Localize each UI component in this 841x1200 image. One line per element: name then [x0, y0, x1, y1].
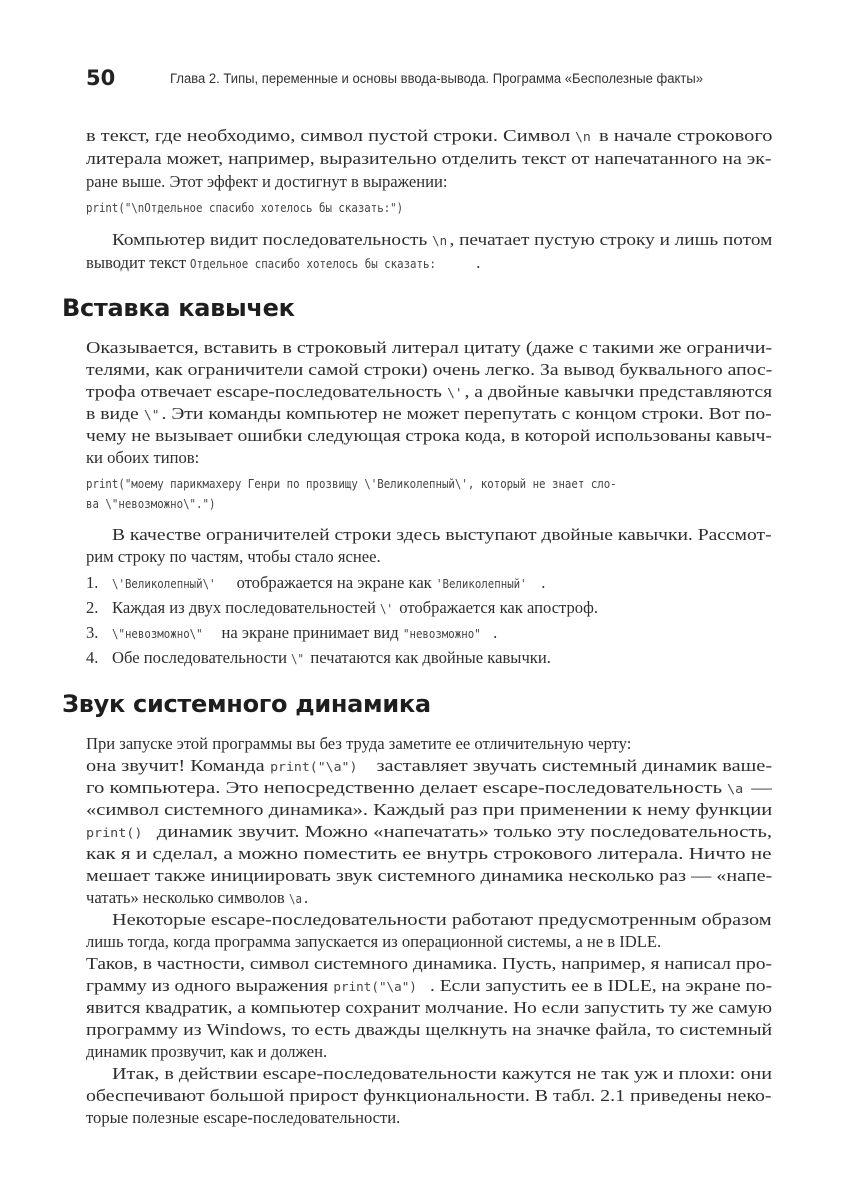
body-line: как я и сделал, а можно поместить ее внутрь строкового литерала. Ничто не	[86, 844, 772, 863]
inline-code: print("\a")	[332, 979, 417, 994]
inline-code: \"невозможно\"	[112, 626, 203, 641]
body-line: телями, как ограничители самой строки) очень легко. За вывод буквального апос-	[86, 360, 773, 379]
inline-code: 'Великолепный'	[435, 576, 527, 591]
body-line: Таков, в частности, символ системного динамика. Пусть, например, я написал про-	[86, 954, 772, 973]
text: . Эти команды компьютер не может перепутать с концом строки. Вот по-	[161, 404, 772, 423]
inline-code: "невозможно"	[402, 626, 481, 641]
inline-code: \a	[727, 781, 744, 796]
body-line: лишь тогда, когда программа запускается из операционной системы, а не в IDLE.	[86, 932, 662, 951]
body-line: торые полезные escape-последовательности.	[86, 1108, 401, 1127]
text: —	[746, 778, 773, 797]
body-line	[86, 125, 772, 148]
text: .	[541, 573, 546, 592]
text: отображается на экране как	[232, 573, 436, 592]
body-line: чему не вызывает ошибки следующая строка кода, в которой использованы кавыч-	[86, 426, 772, 445]
page-number: 50	[86, 66, 116, 90]
text: , а двойные кавычки представляются	[464, 382, 773, 401]
text: .	[303, 888, 309, 907]
body-line: ране выше. Этот эффект и достигнут в выражении:	[86, 172, 448, 191]
body-line: Некоторые escape-последовательности работают предусмотренным образом	[112, 910, 772, 929]
body-line: При запуске этой программы вы без труда заметите ее отличительную черту:	[86, 734, 632, 753]
inline-code: \n	[432, 233, 448, 248]
body-line	[86, 755, 772, 778]
text: в начале строкового	[593, 126, 773, 145]
inline-code: Отдельное спасибо хотелось бы сказать:	[190, 256, 437, 271]
text: .	[493, 623, 498, 642]
body-line: мешает также инициировать звук системного динамика несколько раз — «напе-	[86, 866, 773, 885]
body-line	[86, 252, 480, 275]
list-number: 3.	[86, 623, 99, 642]
text: она звучит! Команда	[86, 756, 270, 775]
body-line: рим строку по частям, чтобы стало яснее.	[86, 547, 381, 566]
body-line: В качестве ограничителей строки здесь выступают двойные кавычки. Рассмот-	[112, 525, 772, 544]
text: в виде	[86, 404, 144, 423]
running-head: Глава 2. Типы, переменные и основы ввода-вывода. Программа «Бесполезные факты»	[170, 71, 703, 87]
section-heading: Вставка кавычек	[62, 294, 295, 322]
body-line: «символ системного динамика». Каждый раз при применении к нему функции	[86, 800, 773, 819]
text: динамик звучит. Можно «напечатать» только эту последовательность,	[151, 822, 773, 841]
inline-code: \"	[291, 651, 305, 666]
body-line	[86, 777, 772, 800]
body-line: обеспечивают большой прирост функциональности. В табл. 2.1 приведены неко-	[86, 1086, 772, 1105]
code-line: print("моему парикмахеру Генри по прозвищу \'Великолепный\', который не знает сло-	[86, 476, 617, 491]
text: го компьютера. Это непосредственно делает escape-последовательность	[86, 778, 728, 797]
code-line: ва \"невозможно\".")	[86, 496, 216, 511]
body-line: явится квадратик, а компьютер сохранит молчание. Но если запустить ту же самую	[86, 998, 773, 1017]
text: чатать» несколько символов	[86, 888, 289, 907]
body-line: Итак, в действии escape-последовательности кажутся не так уж и плохи: они	[112, 1064, 773, 1083]
body-line: динамик прозвучит, как и должен.	[86, 1042, 328, 1061]
text: в текст, где необходимо, символ пустой строки. Символ	[86, 126, 576, 145]
text: отображается как апостроф.	[395, 598, 599, 617]
text: трофа отвечает escape-последовательность	[86, 382, 447, 401]
body-line	[86, 403, 772, 426]
inline-code: \'	[446, 385, 463, 400]
inline-code: print("\a")	[269, 759, 358, 774]
inline-code: \a	[288, 891, 302, 906]
inline-code: \"	[143, 407, 159, 422]
body-line: Оказывается, вставить в строковый литерал цитату (даже с такими же ограничи-	[86, 338, 773, 357]
text: .	[476, 253, 481, 272]
code-line: print("\nОтдельное спасибо хотелось бы сказать:")	[86, 200, 404, 215]
text: грамму из одного выражения	[86, 976, 333, 995]
body-line	[86, 975, 772, 998]
inline-code: \'	[380, 601, 394, 616]
text: Компьютер видит последовательность	[112, 230, 433, 249]
text: Каждая из двух последовательностей	[112, 598, 381, 617]
text: заставляет звучать системный динамик ваше-	[371, 756, 773, 775]
page-header	[86, 66, 781, 96]
list-number: 4.	[86, 648, 99, 667]
text: , печатает пустую строку и лишь потом	[449, 230, 773, 249]
body-line: ки обоих типов:	[86, 448, 200, 467]
body-line	[86, 821, 772, 844]
list-number: 1.	[86, 573, 99, 592]
body-line	[86, 887, 308, 910]
inline-code: \n	[575, 129, 592, 144]
body-line: программу из Windows, то есть дважды щелкнуть на значке файла, то системный	[86, 1020, 773, 1039]
inline-code: print()	[86, 825, 143, 840]
list-number: 2.	[86, 598, 99, 617]
inline-code: \'Великолепный\'	[112, 576, 216, 591]
text: выводит текст	[86, 253, 191, 272]
body-line: литерала может, например, выразительно отделить текст от напечатанного на эк-	[86, 149, 772, 168]
body-line	[86, 381, 772, 404]
body-line	[112, 229, 772, 252]
text: Обе последовательности	[112, 648, 292, 667]
text: на экране принимает вид	[217, 623, 403, 642]
text: печатаются как двойные кавычки.	[306, 648, 551, 667]
text: . Если запустить ее в IDLE, на экране по-	[430, 976, 773, 995]
section-heading: Звук системного динамика	[62, 690, 431, 718]
